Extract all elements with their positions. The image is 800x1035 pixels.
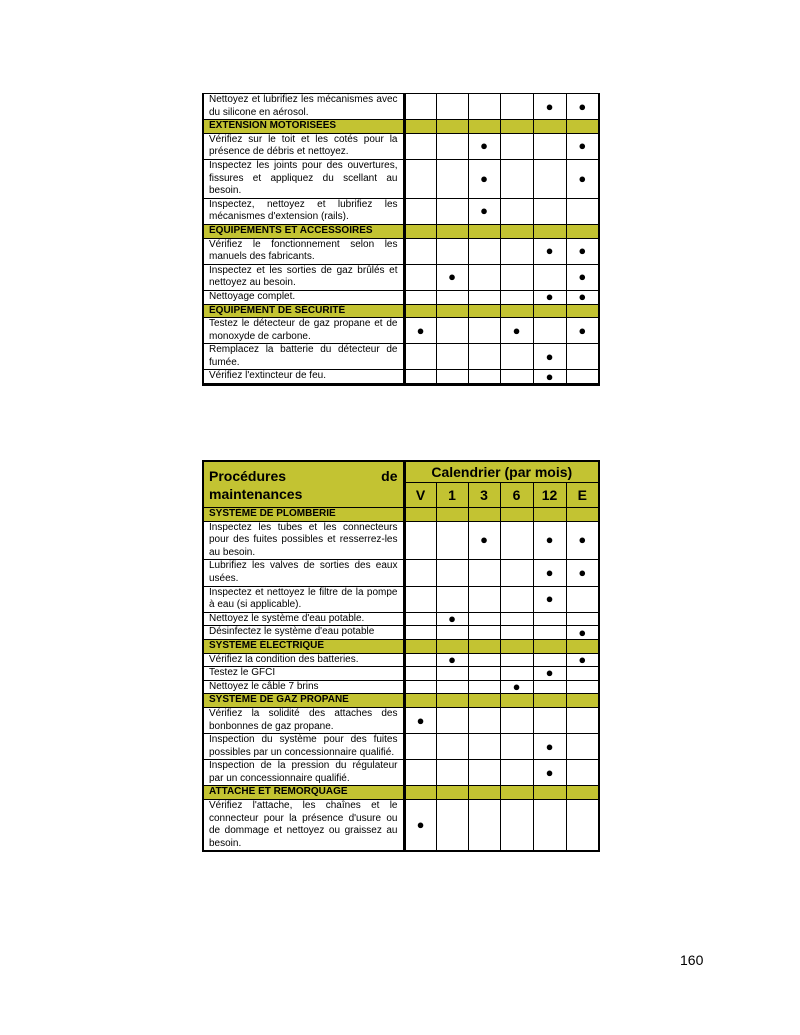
- section-empty-cell: [436, 224, 468, 238]
- bullet-icon: ●: [480, 138, 488, 154]
- schedule-cell-3: [468, 370, 500, 385]
- schedule-cell-1: [436, 159, 468, 198]
- bullet-icon: ●: [578, 98, 587, 114]
- schedule-cell-1: [436, 734, 468, 760]
- schedule-cell-3: [468, 198, 500, 224]
- section-empty-cell: [404, 786, 436, 800]
- schedule-cell-3: [468, 560, 500, 586]
- section-empty-cell: [500, 639, 533, 653]
- task-row: [203, 626, 599, 640]
- task-row: [203, 238, 599, 264]
- schedule-cell-3: [468, 667, 500, 681]
- schedule-cell-E: [566, 159, 599, 198]
- section-header-row: [203, 120, 599, 134]
- schedule-cell-1: [436, 653, 468, 667]
- section-empty-cell: [468, 639, 500, 653]
- bullet-icon: ●: [545, 764, 554, 780]
- section-header-row: [203, 224, 599, 238]
- section-empty-cell: [436, 694, 468, 708]
- schedule-cell-E: [566, 264, 599, 290]
- bullet-icon: ●: [578, 138, 587, 154]
- bullet-icon: ●: [448, 611, 456, 627]
- section-empty-cell: [566, 120, 599, 134]
- schedule-cell-3: [468, 344, 500, 370]
- schedule-cell-V: [404, 94, 436, 120]
- section-empty-cell: [468, 786, 500, 800]
- table1-body: [203, 94, 599, 385]
- section-empty-cell: [533, 508, 566, 522]
- schedule-cell-12: [533, 760, 566, 786]
- schedule-cell-1: [436, 800, 468, 852]
- procedures-title: [203, 461, 404, 508]
- schedule-cell-E: [566, 290, 599, 304]
- section-header-row: [203, 786, 599, 800]
- schedule-cell-6: [500, 612, 533, 626]
- schedule-cell-6: [500, 586, 533, 612]
- schedule-cell-12: [533, 707, 566, 733]
- task-description: Nettoyage complet.: [203, 290, 404, 304]
- schedule-cell-6: [500, 653, 533, 667]
- task-row: [203, 800, 599, 852]
- schedule-cell-1: [436, 370, 468, 385]
- schedule-cell-12: [533, 586, 566, 612]
- task-row: [203, 521, 599, 560]
- section-empty-cell: [500, 694, 533, 708]
- section-empty-cell: [436, 120, 468, 134]
- section-empty-cell: [500, 224, 533, 238]
- schedule-cell-6: [500, 560, 533, 586]
- task-row: [203, 734, 599, 760]
- section-title: SYSTÈME DE PLOMBERIE: [203, 508, 404, 522]
- schedule-cell-E: [566, 370, 599, 385]
- bullet-icon: ●: [448, 651, 456, 667]
- task-description: Testez le détecteur de gaz propane et de monoxyde de carbone.: [203, 318, 404, 344]
- bullet-icon: ●: [545, 532, 554, 548]
- column-header-12: 12: [533, 483, 566, 508]
- task-row: [203, 344, 599, 370]
- schedule-cell-E: [566, 238, 599, 264]
- schedule-cell-12: [533, 800, 566, 852]
- bullet-icon: ●: [578, 289, 587, 305]
- section-title: EXTENSION MOTORISÉES: [203, 120, 404, 134]
- bullet-icon: ●: [578, 532, 587, 548]
- schedule-cell-12: [533, 344, 566, 370]
- task-description: Vérifiez l'extincteur de feu.: [203, 370, 404, 385]
- schedule-cell-1: [436, 238, 468, 264]
- bullet-icon: ●: [545, 98, 554, 114]
- schedule-cell-6: [500, 318, 533, 344]
- section-header-row: [203, 639, 599, 653]
- schedule-cell-3: [468, 586, 500, 612]
- task-row: [203, 198, 599, 224]
- schedule-cell-1: [436, 612, 468, 626]
- schedule-cell-6: [500, 707, 533, 733]
- section-empty-cell: [404, 639, 436, 653]
- schedule-cell-V: [404, 521, 436, 560]
- maintenance-schedule-table: [202, 460, 600, 852]
- task-description: Testez le GFCI: [203, 667, 404, 681]
- procedures-title-line2: maintenances: [209, 485, 303, 502]
- section-header-row: [203, 508, 599, 522]
- section-empty-cell: [468, 694, 500, 708]
- task-row: [203, 760, 599, 786]
- bullet-icon: ●: [545, 289, 554, 305]
- schedule-cell-12: [533, 94, 566, 120]
- schedule-cell-1: [436, 133, 468, 159]
- bullet-icon: ●: [578, 564, 587, 580]
- table2-body: [203, 508, 599, 852]
- task-row: [203, 370, 599, 385]
- section-title: ÉQUIPEMENT DE SÉCURITÉ: [203, 304, 404, 318]
- schedule-cell-E: [566, 94, 599, 120]
- schedule-cell-3: [468, 734, 500, 760]
- section-empty-cell: [468, 120, 500, 134]
- schedule-cell-E: [566, 318, 599, 344]
- schedule-cell-V: [404, 159, 436, 198]
- schedule-cell-E: [566, 586, 599, 612]
- section-empty-cell: [404, 120, 436, 134]
- task-row: [203, 560, 599, 586]
- schedule-cell-1: [436, 521, 468, 560]
- schedule-cell-3: [468, 238, 500, 264]
- task-row: [203, 318, 599, 344]
- bullet-icon: ●: [578, 322, 587, 338]
- task-description: Inspectez et les sorties de gaz brûlés et nettoyez au besoin.: [203, 264, 404, 290]
- schedule-cell-V: [404, 760, 436, 786]
- page-number: 160: [680, 952, 704, 968]
- schedule-cell-6: [500, 238, 533, 264]
- schedule-cell-12: [533, 612, 566, 626]
- schedule-cell-12: [533, 198, 566, 224]
- bullet-icon: ●: [545, 243, 554, 259]
- schedule-cell-6: [500, 734, 533, 760]
- task-row: [203, 586, 599, 612]
- section-empty-cell: [500, 786, 533, 800]
- section-empty-cell: [566, 224, 599, 238]
- schedule-cell-12: [533, 318, 566, 344]
- task-row: [203, 612, 599, 626]
- section-empty-cell: [566, 694, 599, 708]
- schedule-cell-12: [533, 521, 566, 560]
- section-empty-cell: [566, 786, 599, 800]
- schedule-cell-6: [500, 344, 533, 370]
- schedule-cell-E: [566, 133, 599, 159]
- column-header-E: E: [566, 483, 599, 508]
- section-empty-cell: [533, 694, 566, 708]
- schedule-cell-3: [468, 653, 500, 667]
- section-title: SYSTÈME DE GAZ PROPANE: [203, 694, 404, 708]
- section-empty-cell: [533, 304, 566, 318]
- section-empty-cell: [500, 120, 533, 134]
- task-row: [203, 133, 599, 159]
- schedule-cell-V: [404, 133, 436, 159]
- bullet-icon: ●: [545, 348, 554, 364]
- schedule-cell-V: [404, 264, 436, 290]
- task-row: [203, 653, 599, 667]
- maintenance-table-continued: [202, 93, 600, 386]
- task-row: [203, 680, 599, 694]
- section-empty-cell: [404, 694, 436, 708]
- schedule-cell-3: [468, 318, 500, 344]
- schedule-cell-1: [436, 680, 468, 694]
- schedule-cell-E: [566, 560, 599, 586]
- section-empty-cell: [533, 786, 566, 800]
- schedule-cell-12: [533, 626, 566, 640]
- schedule-cell-V: [404, 626, 436, 640]
- schedule-cell-3: [468, 94, 500, 120]
- schedule-cell-V: [404, 318, 436, 344]
- bullet-icon: ●: [545, 591, 554, 607]
- task-description: Vérifiez la condition des batteries.: [203, 653, 404, 667]
- schedule-cell-E: [566, 521, 599, 560]
- task-description: Désinfectez le système d'eau potable: [203, 626, 404, 640]
- task-description: Inspection du système pour des fuites possibles par un concessionnaire qualifié.: [203, 734, 404, 760]
- schedule-cell-12: [533, 264, 566, 290]
- schedule-cell-V: [404, 560, 436, 586]
- schedule-cell-3: [468, 264, 500, 290]
- task-description: Nettoyez et lubrifiez les mécanismes avec du silicone en aérosol.: [203, 94, 404, 120]
- schedule-cell-6: [500, 680, 533, 694]
- schedule-cell-V: [404, 370, 436, 385]
- section-empty-cell: [436, 304, 468, 318]
- section-empty-cell: [436, 786, 468, 800]
- section-header-row: [203, 304, 599, 318]
- schedule-cell-3: [468, 159, 500, 198]
- schedule-cell-6: [500, 760, 533, 786]
- task-row: [203, 707, 599, 733]
- section-empty-cell: [500, 304, 533, 318]
- task-description: Vérifiez l'attache, les chaînes et le connecteur pour la présence d'usure ou de dommage et nettoyez ou graissez au besoin.: [203, 800, 404, 852]
- section-empty-cell: [404, 304, 436, 318]
- schedule-cell-1: [436, 586, 468, 612]
- schedule-cell-1: [436, 94, 468, 120]
- column-header-V: V: [404, 483, 436, 508]
- section-empty-cell: [468, 508, 500, 522]
- section-empty-cell: [566, 304, 599, 318]
- schedule-cell-1: [436, 198, 468, 224]
- bullet-icon: ●: [448, 269, 456, 285]
- schedule-cell-V: [404, 653, 436, 667]
- section-empty-cell: [436, 508, 468, 522]
- section-empty-cell: [404, 224, 436, 238]
- schedule-cell-6: [500, 800, 533, 852]
- task-description: Inspectez, nettoyez et lubrifiez les mécanismes d'extension (rails).: [203, 198, 404, 224]
- schedule-cell-1: [436, 290, 468, 304]
- task-description: Inspectez les tubes et les connecteurs pour des fuites possibles et resserrez-les au besoin.: [203, 521, 404, 560]
- schedule-cell-1: [436, 560, 468, 586]
- schedule-cell-V: [404, 800, 436, 852]
- schedule-cell-V: [404, 290, 436, 304]
- schedule-cell-6: [500, 94, 533, 120]
- task-description: Vérifiez la solidité des attaches des bonbonnes de gaz propane.: [203, 707, 404, 733]
- schedule-cell-V: [404, 612, 436, 626]
- schedule-cell-3: [468, 612, 500, 626]
- schedule-cell-1: [436, 760, 468, 786]
- schedule-cell-1: [436, 667, 468, 681]
- schedule-cell-1: [436, 344, 468, 370]
- schedule-cell-6: [500, 159, 533, 198]
- schedule-cell-V: [404, 680, 436, 694]
- schedule-cell-12: [533, 133, 566, 159]
- bullet-icon: ●: [578, 624, 587, 640]
- task-description: Inspectez les joints pour des ouvertures, fissures et appliquez du scellant au besoin.: [203, 159, 404, 198]
- schedule-cell-E: [566, 198, 599, 224]
- section-title: ATTACHE ET REMORQUAGE: [203, 786, 404, 800]
- section-empty-cell: [533, 639, 566, 653]
- schedule-cell-E: [566, 667, 599, 681]
- schedule-cell-E: [566, 707, 599, 733]
- section-empty-cell: [468, 304, 500, 318]
- schedule-cell-6: [500, 198, 533, 224]
- bullet-icon: ●: [545, 738, 554, 754]
- bullet-icon: ●: [578, 269, 587, 285]
- schedule-cell-12: [533, 238, 566, 264]
- section-empty-cell: [468, 224, 500, 238]
- schedule-cell-V: [404, 707, 436, 733]
- task-description: Vérifiez le fonctionnement selon les manuels des fabricants.: [203, 238, 404, 264]
- schedule-cell-1: [436, 626, 468, 640]
- schedule-cell-V: [404, 198, 436, 224]
- schedule-cell-12: [533, 560, 566, 586]
- task-description: Nettoyez le système d'eau potable.: [203, 612, 404, 626]
- schedule-cell-E: [566, 800, 599, 852]
- bullet-icon: ●: [416, 817, 425, 833]
- schedule-cell-12: [533, 370, 566, 385]
- schedule-cell-1: [436, 264, 468, 290]
- bullet-icon: ●: [545, 564, 554, 580]
- schedule-cell-12: [533, 290, 566, 304]
- schedule-cell-6: [500, 133, 533, 159]
- schedule-cell-3: [468, 707, 500, 733]
- section-empty-cell: [566, 508, 599, 522]
- task-row: [203, 159, 599, 198]
- calendar-header: Calendrier (par mois): [404, 461, 599, 483]
- schedule-cell-V: [404, 734, 436, 760]
- schedule-cell-V: [404, 238, 436, 264]
- bullet-icon: ●: [512, 322, 521, 338]
- bullet-icon: ●: [480, 532, 488, 548]
- schedule-cell-12: [533, 159, 566, 198]
- column-header-3: 3: [468, 483, 500, 508]
- task-row: [203, 667, 599, 681]
- bullet-icon: ●: [480, 170, 488, 186]
- task-description: Nettoyez le câble 7 brins: [203, 680, 404, 694]
- schedule-cell-V: [404, 586, 436, 612]
- schedule-cell-3: [468, 680, 500, 694]
- bullet-icon: ●: [545, 665, 554, 681]
- schedule-cell-6: [500, 521, 533, 560]
- task-row: [203, 290, 599, 304]
- schedule-cell-1: [436, 707, 468, 733]
- schedule-cell-V: [404, 344, 436, 370]
- task-row: [203, 94, 599, 120]
- section-title: SYSTÈME ÉLECTRIQUE: [203, 639, 404, 653]
- section-title: ÉQUIPEMENTS ET ACCESSOIRES: [203, 224, 404, 238]
- schedule-cell-1: [436, 318, 468, 344]
- schedule-cell-12: [533, 667, 566, 681]
- bullet-icon: ●: [512, 679, 521, 695]
- schedule-cell-V: [404, 667, 436, 681]
- schedule-cell-E: [566, 626, 599, 640]
- section-empty-cell: [533, 120, 566, 134]
- bullet-icon: ●: [480, 203, 488, 219]
- schedule-cell-6: [500, 264, 533, 290]
- schedule-cell-3: [468, 290, 500, 304]
- task-description: Lubrifiez les valves de sorties des eaux usées.: [203, 560, 404, 586]
- schedule-cell-6: [500, 290, 533, 304]
- bullet-icon: ●: [578, 651, 587, 667]
- task-row: [203, 264, 599, 290]
- schedule-cell-3: [468, 133, 500, 159]
- section-header-row: [203, 694, 599, 708]
- task-description: Inspection de la pression du régulateur par un concessionnaire qualifié.: [203, 760, 404, 786]
- procedures-title-word: Procédures: [209, 467, 287, 484]
- schedule-cell-3: [468, 521, 500, 560]
- bullet-icon: ●: [416, 712, 425, 728]
- schedule-cell-3: [468, 626, 500, 640]
- schedule-cell-6: [500, 626, 533, 640]
- schedule-cell-E: [566, 734, 599, 760]
- column-header-6: 6: [500, 483, 533, 508]
- schedule-cell-E: [566, 344, 599, 370]
- column-header-1: 1: [436, 483, 468, 508]
- bullet-icon: ●: [578, 170, 587, 186]
- bullet-icon: ●: [416, 322, 425, 338]
- task-description: Inspectez et nettoyez le filtre de la pompe à eau (si applicable).: [203, 586, 404, 612]
- section-empty-cell: [533, 224, 566, 238]
- schedule-cell-3: [468, 760, 500, 786]
- schedule-cell-E: [566, 680, 599, 694]
- schedule-cell-E: [566, 760, 599, 786]
- schedule-cell-12: [533, 734, 566, 760]
- bullet-icon: ●: [545, 368, 554, 384]
- procedures-title-de: de: [381, 467, 398, 484]
- section-empty-cell: [404, 508, 436, 522]
- table2-header: [203, 461, 599, 508]
- schedule-cell-6: [500, 370, 533, 385]
- schedule-cell-3: [468, 800, 500, 852]
- schedule-cell-12: [533, 680, 566, 694]
- schedule-cell-E: [566, 653, 599, 667]
- section-empty-cell: [500, 508, 533, 522]
- task-description: Vérifiez sur le toit et les cotés pour la présence de débris et nettoyez.: [203, 133, 404, 159]
- task-description: Remplacez la batterie du détecteur de fumée.: [203, 344, 404, 370]
- bullet-icon: ●: [578, 243, 587, 259]
